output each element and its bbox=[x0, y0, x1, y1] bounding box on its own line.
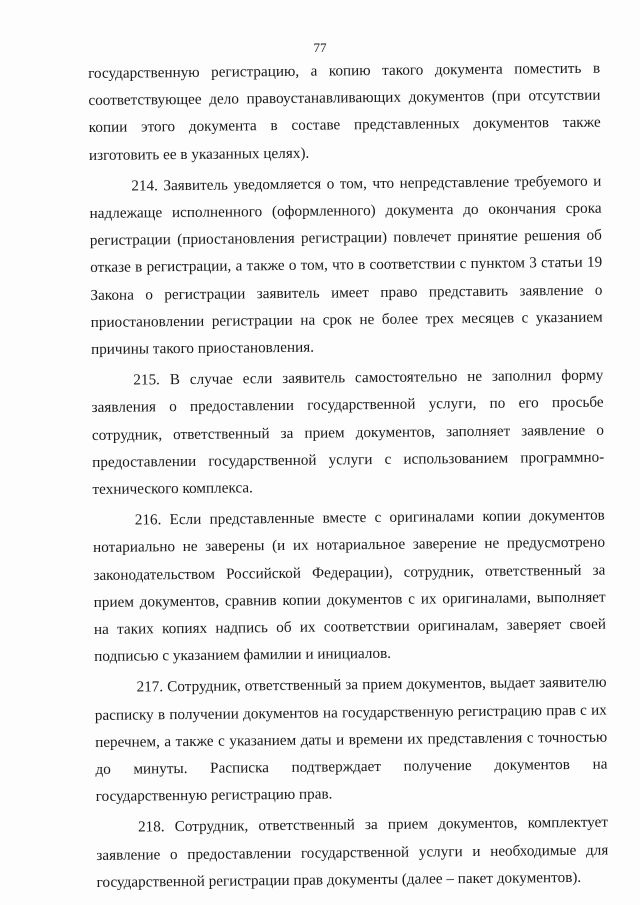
paragraph-216: 216. Если представленные вместе с оригиналами копии документов нотариально не заверены (и их нотариальное заверение не предусмотрено законодательством Российской Федерации), сотрудник, ответственный за прием документов, сравнив копии документов с их оригиналами, выполняет на таких копиях надпись об их соответствии оригиналам, заверяет своей подписью с указанием фамилии и инициалов. bbox=[93, 506, 607, 666]
paragraph-214: 214. Заявитель уведомляется о том, что непредставление требуемого и надлежаще исполненного (оформленного) документа до окончания срока регистрации (приостановления регистрации) повлечет принятие решения об отказе в регистрации, а также о том, что в соответствии с пунктом 3 статьи 19 Закона о регистрации заявитель имеет право представить заявление о приостановлении регистрации на срок не более трех месяцев с указанием причины такого приостановления. bbox=[89, 172, 603, 359]
paragraph-218: 218. Сотрудник, ответственный за прием документов, комплектует заявление о предоставлении государственной услуги и необходимые для государственной регистрации прав документы (далее – пакет документов). bbox=[96, 814, 609, 891]
paragraph-215: 215. В случае если заявитель самостоятельно не заполнил форму заявления о предоставлении государственной услуги, по его просьбе сотрудник, ответственный за прием документов, заполняет заявление о предоставлении государственной услуги с использованием программно-технического комплекса. bbox=[91, 366, 605, 499]
document-body bbox=[88, 55, 609, 896]
paragraph-217: 217. Сотрудник, ответственный за прием документов, выдает заявителю расписку в получении документов на государственную регистрацию прав с их перечнем, а также с указанием даты и времени их представления с точностью до минуты. Расписка подтверждает получение документов на государственную регистрацию прав. bbox=[94, 674, 608, 806]
paragraph-continuation: государственную регистрацию, а копию такого документа поместить в соответствующее дело правоустанавливающих документов (при отсутствии копии этого документа в составе представленных документов также изготовить ее в указанных целях). bbox=[88, 59, 601, 164]
page-number: 77 bbox=[313, 40, 327, 55]
